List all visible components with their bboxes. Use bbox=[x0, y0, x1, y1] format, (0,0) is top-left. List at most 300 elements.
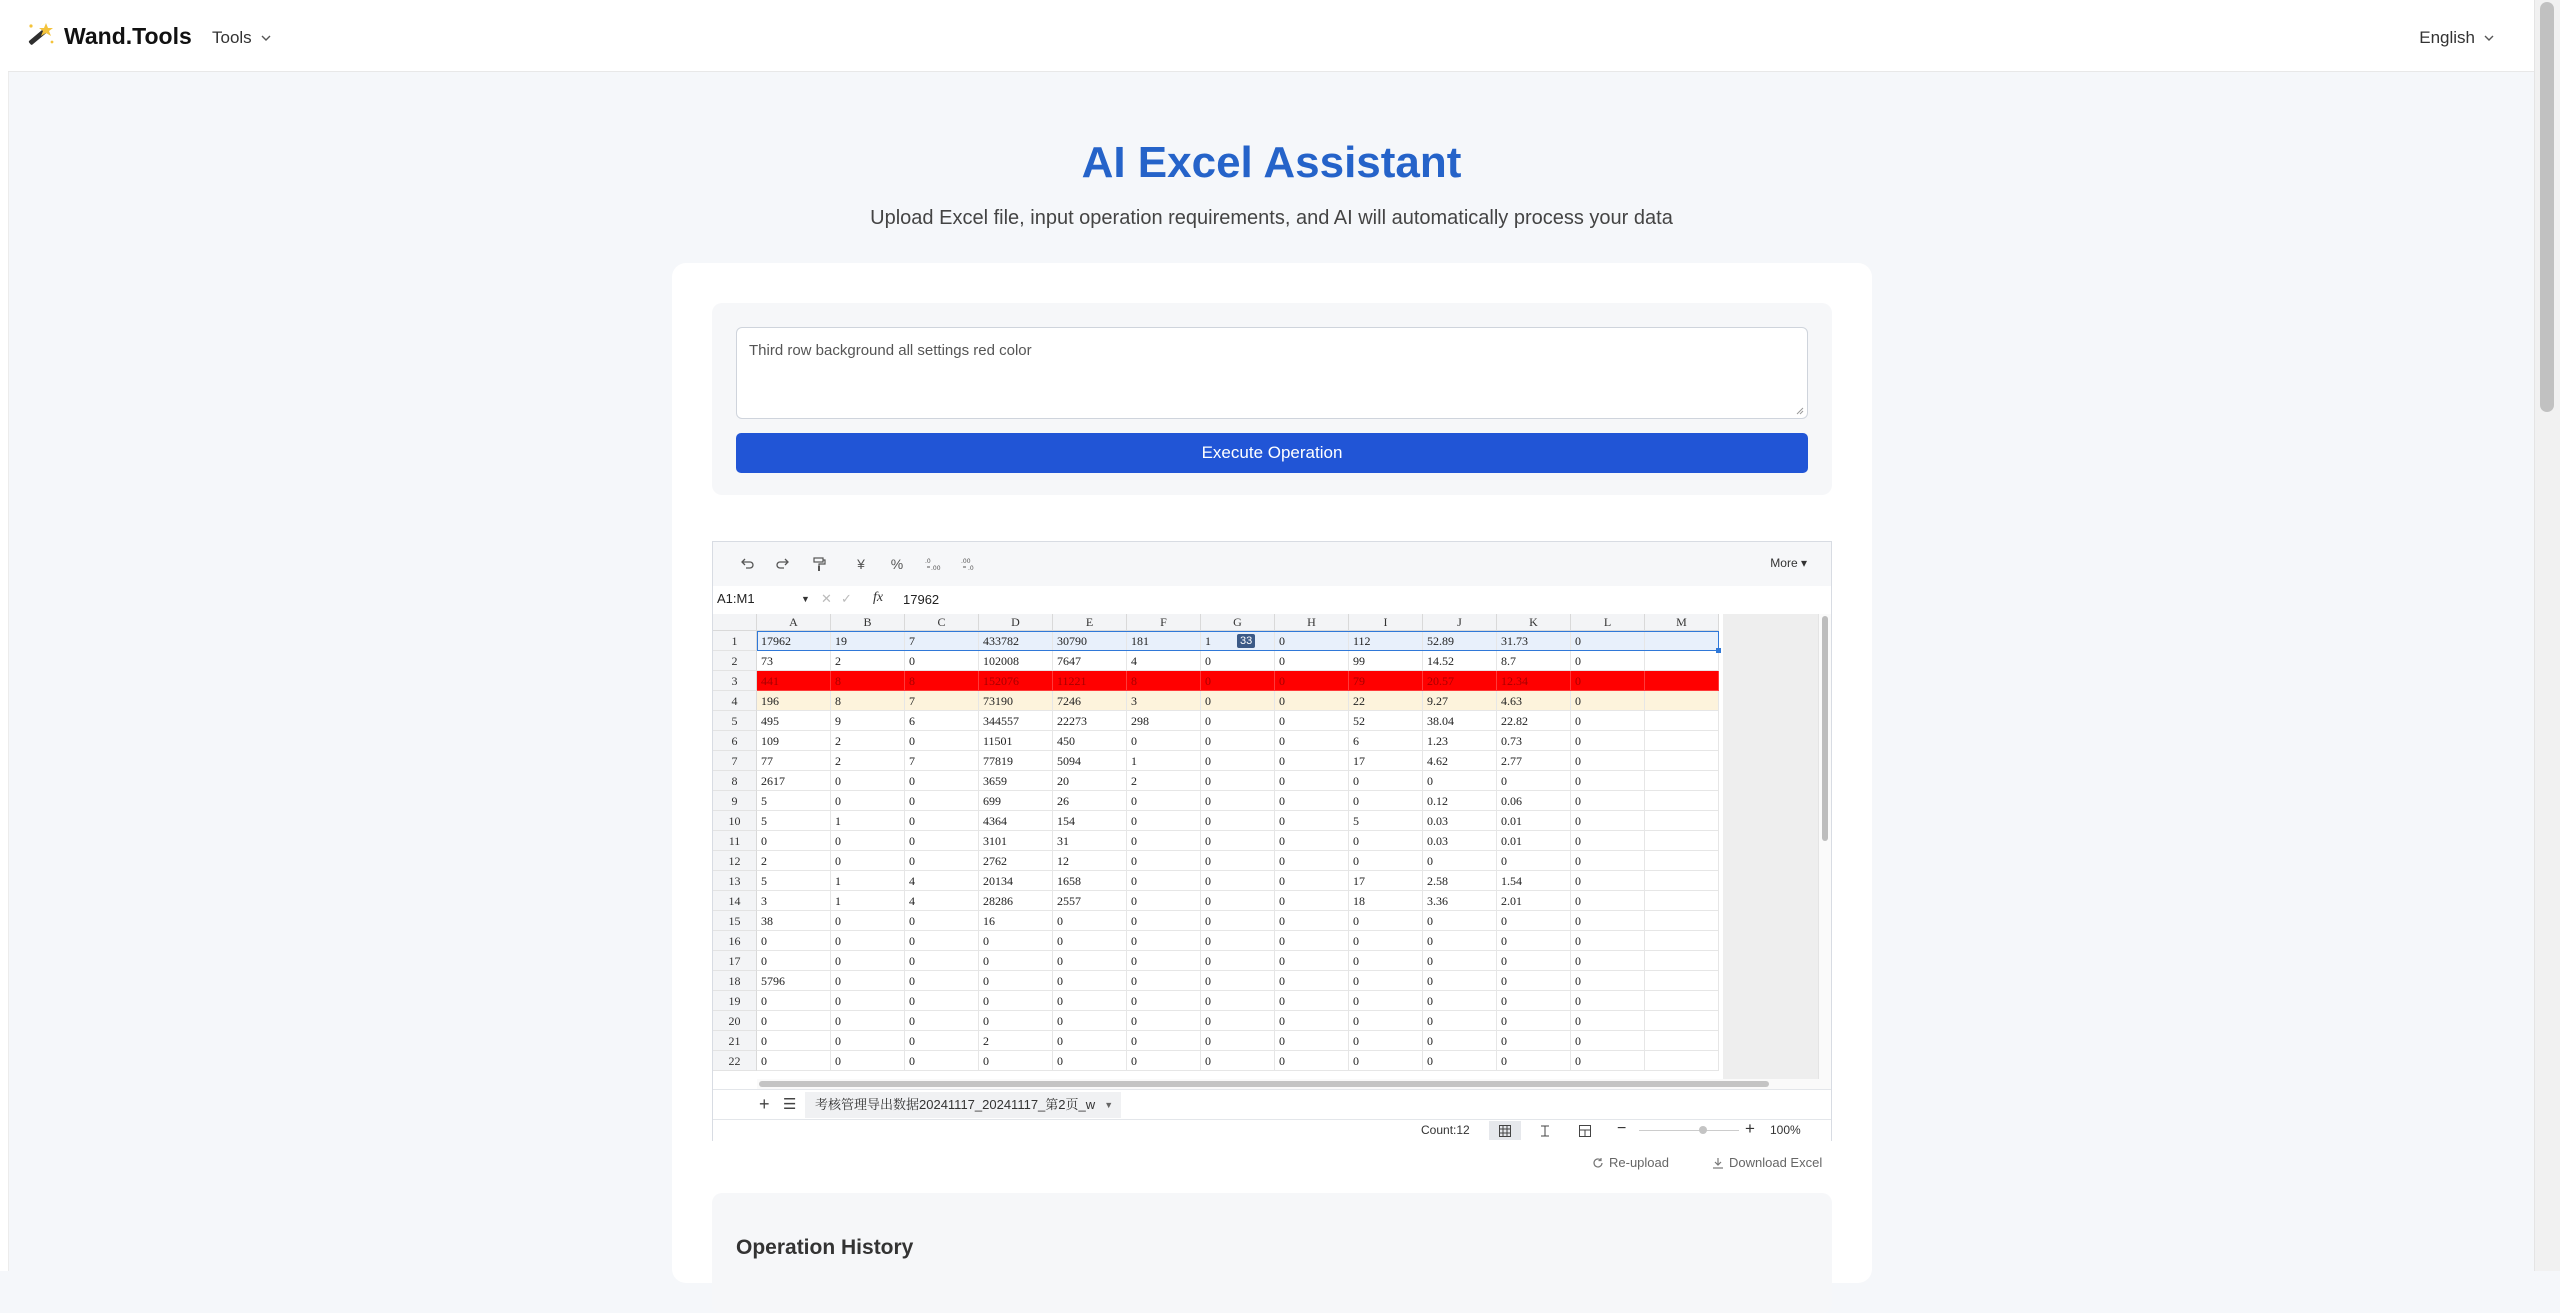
cell[interactable]: 2.01 bbox=[1497, 891, 1571, 911]
cell[interactable]: 3 bbox=[1127, 691, 1201, 711]
cell[interactable]: 0 bbox=[1275, 711, 1349, 731]
column-header[interactable]: A bbox=[757, 614, 831, 631]
cell[interactable]: 0 bbox=[1275, 1011, 1349, 1031]
row-header[interactable]: 19 bbox=[713, 991, 757, 1011]
cell[interactable]: 0.12 bbox=[1423, 791, 1497, 811]
column-header[interactable]: H bbox=[1275, 614, 1349, 631]
cell[interactable]: 0 bbox=[905, 771, 979, 791]
cell[interactable] bbox=[1645, 671, 1719, 691]
row-header[interactable]: 7 bbox=[713, 751, 757, 771]
cell[interactable]: 0 bbox=[1127, 731, 1201, 751]
cell[interactable]: 0 bbox=[831, 831, 905, 851]
cell[interactable]: 8 bbox=[905, 671, 979, 691]
cell[interactable]: 0.01 bbox=[1497, 811, 1571, 831]
cell[interactable]: 7 bbox=[905, 751, 979, 771]
cell[interactable] bbox=[1645, 631, 1719, 651]
column-header[interactable]: F bbox=[1127, 614, 1201, 631]
column-header[interactable]: M bbox=[1645, 614, 1719, 631]
cell[interactable]: 4 bbox=[905, 891, 979, 911]
cell-reference-box[interactable]: A1:M1 bbox=[717, 591, 755, 606]
cell[interactable]: 0 bbox=[1275, 791, 1349, 811]
cell[interactable]: 5796 bbox=[757, 971, 831, 991]
cell[interactable]: 0 bbox=[757, 1051, 831, 1071]
cell[interactable]: 0 bbox=[1275, 771, 1349, 791]
cell[interactable]: 12.34 bbox=[1497, 671, 1571, 691]
sheet-tab[interactable] bbox=[805, 1092, 1121, 1118]
cell[interactable]: 0 bbox=[1275, 991, 1349, 1011]
cell[interactable] bbox=[1645, 791, 1719, 811]
cell[interactable]: 4364 bbox=[979, 811, 1053, 831]
cell[interactable]: 0 bbox=[1423, 951, 1497, 971]
cell[interactable]: 0 bbox=[1571, 1011, 1645, 1031]
cell[interactable]: 0 bbox=[1127, 951, 1201, 971]
cell[interactable] bbox=[1645, 891, 1719, 911]
cell[interactable]: 0 bbox=[979, 991, 1053, 1011]
cell[interactable]: 0 bbox=[1201, 791, 1275, 811]
cell[interactable] bbox=[1645, 1031, 1719, 1051]
cell[interactable]: 19 bbox=[831, 631, 905, 651]
cell[interactable]: 0 bbox=[757, 931, 831, 951]
cell[interactable]: 0 bbox=[831, 931, 905, 951]
row-header[interactable]: 15 bbox=[713, 911, 757, 931]
page-break-view-icon[interactable] bbox=[1529, 1121, 1561, 1140]
cell[interactable]: 0 bbox=[1053, 991, 1127, 1011]
cell[interactable]: 0 bbox=[1201, 651, 1275, 671]
caret-down-icon[interactable]: ▼ bbox=[1104, 1100, 1114, 1110]
cell[interactable]: 38 bbox=[757, 911, 831, 931]
cell[interactable]: 11221 bbox=[1053, 671, 1127, 691]
add-sheet-icon[interactable]: + bbox=[759, 1094, 770, 1114]
cell[interactable]: 0 bbox=[1053, 971, 1127, 991]
cell[interactable]: 0 bbox=[1423, 931, 1497, 951]
cell[interactable]: 0 bbox=[1571, 891, 1645, 911]
cell[interactable]: 7 bbox=[905, 691, 979, 711]
cell[interactable]: 0 bbox=[905, 971, 979, 991]
cell[interactable]: 0 bbox=[1201, 891, 1275, 911]
cell[interactable]: 5 bbox=[757, 791, 831, 811]
cell[interactable]: 0 bbox=[1423, 1031, 1497, 1051]
cell[interactable]: 79 bbox=[1349, 671, 1423, 691]
cell[interactable]: 0 bbox=[1349, 771, 1423, 791]
cell[interactable]: 0 bbox=[1571, 991, 1645, 1011]
cell[interactable]: 0 bbox=[1349, 831, 1423, 851]
cell[interactable]: 0 bbox=[1571, 671, 1645, 691]
cell[interactable]: 0 bbox=[757, 1011, 831, 1031]
cell[interactable]: 1 bbox=[831, 891, 905, 911]
cell[interactable]: 0 bbox=[1275, 811, 1349, 831]
cell[interactable]: 0 bbox=[831, 951, 905, 971]
grid-horizontal-scrollbar[interactable] bbox=[757, 1079, 1831, 1089]
cell[interactable]: 0 bbox=[905, 851, 979, 871]
cell[interactable]: 5 bbox=[757, 811, 831, 831]
cell[interactable]: 0 bbox=[1275, 1051, 1349, 1071]
download-excel-button[interactable] bbox=[1712, 1155, 1822, 1170]
row-header[interactable]: 16 bbox=[713, 931, 757, 951]
cell[interactable]: 0 bbox=[905, 911, 979, 931]
cell[interactable]: 0 bbox=[905, 991, 979, 1011]
cell[interactable]: 0 bbox=[1349, 971, 1423, 991]
cell[interactable]: 0 bbox=[1571, 931, 1645, 951]
cell[interactable]: 0 bbox=[1127, 911, 1201, 931]
cell[interactable]: 7647 bbox=[1053, 651, 1127, 671]
cell[interactable]: 0 bbox=[1127, 891, 1201, 911]
cell[interactable]: 0 bbox=[1497, 1031, 1571, 1051]
cell[interactable]: 22273 bbox=[1053, 711, 1127, 731]
grid-vertical-scrollbar[interactable] bbox=[1818, 614, 1831, 1080]
cell[interactable]: 0.03 bbox=[1423, 831, 1497, 851]
cell[interactable]: 0 bbox=[1053, 911, 1127, 931]
cell[interactable]: 7246 bbox=[1053, 691, 1127, 711]
cell[interactable]: 0 bbox=[1053, 1031, 1127, 1051]
cell[interactable]: 0 bbox=[1349, 991, 1423, 1011]
zoom-slider-track[interactable] bbox=[1639, 1130, 1739, 1131]
row-header[interactable]: 6 bbox=[713, 731, 757, 751]
cell[interactable]: 0 bbox=[905, 731, 979, 751]
cell[interactable]: 0 bbox=[979, 1011, 1053, 1031]
row-header[interactable]: 1 bbox=[713, 631, 757, 651]
cell[interactable]: 0 bbox=[1275, 831, 1349, 851]
column-header[interactable]: J bbox=[1423, 614, 1497, 631]
resize-grip-icon[interactable] bbox=[1796, 407, 1804, 415]
cell[interactable]: 3101 bbox=[979, 831, 1053, 851]
cell[interactable]: 0 bbox=[1423, 851, 1497, 871]
cell[interactable]: 0 bbox=[1201, 831, 1275, 851]
cell[interactable]: 31 bbox=[1053, 831, 1127, 851]
cell[interactable]: 3659 bbox=[979, 771, 1053, 791]
column-header[interactable]: D bbox=[979, 614, 1053, 631]
cell[interactable]: 17962 bbox=[757, 631, 831, 651]
cell[interactable]: 154 bbox=[1053, 811, 1127, 831]
execute-operation-button[interactable]: Execute Operation bbox=[736, 433, 1808, 473]
select-all-corner[interactable] bbox=[713, 614, 757, 631]
cell[interactable]: 0 bbox=[1349, 1011, 1423, 1031]
cell[interactable]: 699 bbox=[979, 791, 1053, 811]
cell[interactable]: 450 bbox=[1053, 731, 1127, 751]
cell[interactable]: 7 bbox=[905, 631, 979, 651]
cell[interactable]: 0 bbox=[1497, 771, 1571, 791]
cell[interactable]: 0 bbox=[757, 831, 831, 851]
cell[interactable]: 0 bbox=[1201, 691, 1275, 711]
cell[interactable]: 0 bbox=[1571, 871, 1645, 891]
cell[interactable]: 109 bbox=[757, 731, 831, 751]
cell[interactable]: 2617 bbox=[757, 771, 831, 791]
cell[interactable]: 0 bbox=[1127, 831, 1201, 851]
cell[interactable]: 0 bbox=[905, 791, 979, 811]
cell[interactable]: 0.06 bbox=[1497, 791, 1571, 811]
cell[interactable]: 6 bbox=[1349, 731, 1423, 751]
increase-decimal-icon[interactable] bbox=[923, 554, 943, 574]
cell[interactable]: 0 bbox=[1127, 851, 1201, 871]
cell[interactable]: 0 bbox=[1127, 1011, 1201, 1031]
cell[interactable]: 12 bbox=[1053, 851, 1127, 871]
cell[interactable]: 0 bbox=[1201, 711, 1275, 731]
cell[interactable]: 0 bbox=[1349, 1051, 1423, 1071]
cell[interactable] bbox=[1645, 831, 1719, 851]
cell[interactable]: 1.54 bbox=[1497, 871, 1571, 891]
cell[interactable]: 0 bbox=[905, 651, 979, 671]
cell[interactable]: 0 bbox=[1275, 851, 1349, 871]
redo-icon[interactable] bbox=[773, 554, 793, 574]
cell[interactable]: 0 bbox=[1053, 1011, 1127, 1031]
cell[interactable]: 0 bbox=[1201, 1051, 1275, 1071]
cell[interactable]: 0 bbox=[757, 1031, 831, 1051]
cell[interactable]: 0 bbox=[1275, 971, 1349, 991]
cell[interactable]: 0 bbox=[1275, 951, 1349, 971]
cell[interactable]: 0 bbox=[1497, 971, 1571, 991]
cell[interactable]: 0 bbox=[1571, 831, 1645, 851]
cell[interactable]: 0 bbox=[1275, 891, 1349, 911]
cell[interactable]: 52 bbox=[1349, 711, 1423, 731]
cell[interactable]: 0 bbox=[1053, 951, 1127, 971]
cell[interactable]: 152076 bbox=[979, 671, 1053, 691]
row-header[interactable]: 13 bbox=[713, 871, 757, 891]
cell[interactable]: 0.73 bbox=[1497, 731, 1571, 751]
page-scrollbar[interactable] bbox=[2534, 0, 2560, 1271]
cell[interactable]: 77819 bbox=[979, 751, 1053, 771]
cell[interactable]: 8.7 bbox=[1497, 651, 1571, 671]
cell[interactable]: 0 bbox=[1423, 1011, 1497, 1031]
cell[interactable]: 99 bbox=[1349, 651, 1423, 671]
cell[interactable]: 0 bbox=[1497, 851, 1571, 871]
cell[interactable]: 0.03 bbox=[1423, 811, 1497, 831]
cell[interactable]: 28286 bbox=[979, 891, 1053, 911]
cell[interactable]: 0 bbox=[831, 971, 905, 991]
row-header[interactable]: 5 bbox=[713, 711, 757, 731]
cell[interactable]: 3.36 bbox=[1423, 891, 1497, 911]
cell[interactable]: 2557 bbox=[1053, 891, 1127, 911]
cell[interactable]: 0 bbox=[1127, 1031, 1201, 1051]
cell[interactable]: 0 bbox=[1201, 1011, 1275, 1031]
cell[interactable]: 1 bbox=[1201, 631, 1275, 651]
cell[interactable]: 77 bbox=[757, 751, 831, 771]
cell[interactable]: 8 bbox=[831, 691, 905, 711]
cell[interactable]: 0 bbox=[905, 951, 979, 971]
cell[interactable]: 0 bbox=[1571, 851, 1645, 871]
cell[interactable]: 298 bbox=[1127, 711, 1201, 731]
row-header[interactable]: 8 bbox=[713, 771, 757, 791]
cell[interactable]: 20.57 bbox=[1423, 671, 1497, 691]
row-header[interactable]: 10 bbox=[713, 811, 757, 831]
row-header[interactable]: 14 bbox=[713, 891, 757, 911]
cell[interactable]: 73190 bbox=[979, 691, 1053, 711]
cell[interactable] bbox=[1645, 1051, 1719, 1071]
row-header[interactable]: 9 bbox=[713, 791, 757, 811]
cell[interactable] bbox=[1645, 1011, 1719, 1031]
cell[interactable]: 0 bbox=[1275, 931, 1349, 951]
cell[interactable]: 0 bbox=[905, 811, 979, 831]
cell[interactable]: 1 bbox=[831, 871, 905, 891]
toolbar-more-menu[interactable] bbox=[1770, 556, 1807, 570]
format-painter-icon[interactable] bbox=[809, 554, 829, 574]
cell[interactable]: 0 bbox=[1275, 911, 1349, 931]
cell[interactable]: 0 bbox=[1423, 1051, 1497, 1071]
cell[interactable]: 5 bbox=[1349, 811, 1423, 831]
cell[interactable]: 52.89 bbox=[1423, 631, 1497, 651]
undo-icon[interactable] bbox=[737, 554, 757, 574]
cell[interactable]: 0 bbox=[831, 991, 905, 1011]
language-selector[interactable] bbox=[2419, 28, 2495, 48]
cell[interactable]: 0 bbox=[1275, 651, 1349, 671]
cell[interactable]: 0 bbox=[1497, 951, 1571, 971]
cell[interactable] bbox=[1645, 651, 1719, 671]
cell[interactable]: 0 bbox=[1571, 951, 1645, 971]
cell[interactable]: 4.62 bbox=[1423, 751, 1497, 771]
cell[interactable]: 0 bbox=[1423, 911, 1497, 931]
cell[interactable]: 0 bbox=[1423, 991, 1497, 1011]
cell[interactable]: 26 bbox=[1053, 791, 1127, 811]
cell[interactable]: 0 bbox=[1349, 791, 1423, 811]
cell[interactable] bbox=[1645, 971, 1719, 991]
cell[interactable]: 2762 bbox=[979, 851, 1053, 871]
cell[interactable]: 0 bbox=[1127, 871, 1201, 891]
cell[interactable]: 2.77 bbox=[1497, 751, 1571, 771]
cell[interactable]: 0 bbox=[979, 951, 1053, 971]
cell[interactable]: 0 bbox=[1201, 991, 1275, 1011]
cell[interactable]: 0 bbox=[1127, 991, 1201, 1011]
cell[interactable]: 0 bbox=[905, 931, 979, 951]
cell[interactable]: 0 bbox=[1201, 911, 1275, 931]
cell[interactable]: 17 bbox=[1349, 871, 1423, 891]
cell[interactable] bbox=[1645, 811, 1719, 831]
cell[interactable]: 73 bbox=[757, 651, 831, 671]
cell[interactable]: 0 bbox=[1571, 911, 1645, 931]
cell[interactable]: 0 bbox=[1275, 691, 1349, 711]
row-header[interactable]: 21 bbox=[713, 1031, 757, 1051]
cell[interactable]: 0 bbox=[905, 1011, 979, 1031]
cell[interactable]: 4 bbox=[1127, 651, 1201, 671]
cell[interactable] bbox=[1645, 851, 1719, 871]
cell[interactable]: 441 bbox=[757, 671, 831, 691]
grid-vertical-scroll-thumb[interactable] bbox=[1822, 616, 1828, 841]
cell[interactable] bbox=[1645, 871, 1719, 891]
cell[interactable]: 0 bbox=[1201, 871, 1275, 891]
cell[interactable] bbox=[1645, 991, 1719, 1011]
cell[interactable]: 2 bbox=[831, 731, 905, 751]
column-header[interactable]: B bbox=[831, 614, 905, 631]
cell[interactable]: 0 bbox=[1571, 691, 1645, 711]
cell[interactable]: 0 bbox=[1571, 971, 1645, 991]
cell[interactable]: 1 bbox=[831, 811, 905, 831]
cell[interactable]: 0 bbox=[1497, 931, 1571, 951]
cell[interactable]: 17 bbox=[1349, 751, 1423, 771]
cell[interactable]: 0 bbox=[831, 771, 905, 791]
cell[interactable]: 0 bbox=[1275, 731, 1349, 751]
row-header[interactable]: 20 bbox=[713, 1011, 757, 1031]
cell[interactable]: 0 bbox=[979, 971, 1053, 991]
cell[interactable]: 0 bbox=[1423, 771, 1497, 791]
cell[interactable]: 433782 bbox=[979, 631, 1053, 651]
cell[interactable]: 0 bbox=[1497, 1051, 1571, 1071]
sheet-list-icon[interactable]: ☰ bbox=[783, 1096, 797, 1113]
cell[interactable]: 0 bbox=[1201, 811, 1275, 831]
cell[interactable]: 0 bbox=[979, 931, 1053, 951]
cell[interactable]: 0 bbox=[1571, 711, 1645, 731]
cell[interactable]: 0 bbox=[1571, 791, 1645, 811]
cell[interactable]: 0 bbox=[1275, 631, 1349, 651]
cell[interactable]: 0 bbox=[1275, 1031, 1349, 1051]
cell[interactable]: 22.82 bbox=[1497, 711, 1571, 731]
cell[interactable]: 0 bbox=[905, 831, 979, 851]
row-header[interactable]: 18 bbox=[713, 971, 757, 991]
cell[interactable]: 0 bbox=[831, 911, 905, 931]
cell[interactable]: 0 bbox=[1201, 751, 1275, 771]
cell[interactable]: 0 bbox=[1571, 811, 1645, 831]
row-header[interactable]: 12 bbox=[713, 851, 757, 871]
cell[interactable]: 4.63 bbox=[1497, 691, 1571, 711]
zoom-in-icon[interactable]: + bbox=[1745, 1119, 1755, 1138]
cell[interactable]: 0 bbox=[1349, 931, 1423, 951]
confirm-edit-icon[interactable]: ✓ bbox=[841, 591, 852, 606]
cell[interactable]: 0 bbox=[905, 1051, 979, 1071]
cell[interactable]: 0 bbox=[1571, 1051, 1645, 1071]
cell[interactable]: 0 bbox=[1201, 971, 1275, 991]
cell[interactable]: 0 bbox=[1201, 851, 1275, 871]
operation-prompt-input[interactable] bbox=[736, 327, 1808, 419]
cell[interactable]: 0 bbox=[1127, 971, 1201, 991]
cell[interactable]: 3 bbox=[757, 891, 831, 911]
formula-input[interactable]: 17962 bbox=[903, 592, 940, 607]
cell[interactable]: 2 bbox=[757, 851, 831, 871]
cell[interactable]: 0 bbox=[1349, 911, 1423, 931]
cell[interactable]: 0 bbox=[1423, 971, 1497, 991]
sheet-grid[interactable] bbox=[713, 614, 1831, 1080]
cell[interactable]: 0 bbox=[1201, 731, 1275, 751]
cell[interactable]: 0 bbox=[1127, 1051, 1201, 1071]
cell[interactable]: 0 bbox=[1571, 1031, 1645, 1051]
cell[interactable]: 0 bbox=[831, 1011, 905, 1031]
cell[interactable]: 0 bbox=[1497, 1011, 1571, 1031]
row-header[interactable]: 3 bbox=[713, 671, 757, 691]
cell[interactable]: 0 bbox=[1127, 931, 1201, 951]
cell[interactable]: 0 bbox=[831, 851, 905, 871]
cell[interactable]: 14.52 bbox=[1423, 651, 1497, 671]
cell[interactable]: 30790 bbox=[1053, 631, 1127, 651]
cell[interactable]: 0.01 bbox=[1497, 831, 1571, 851]
cell[interactable]: 2 bbox=[831, 751, 905, 771]
row-header[interactable]: 11 bbox=[713, 831, 757, 851]
cell[interactable]: 0 bbox=[1571, 731, 1645, 751]
cell[interactable]: 8 bbox=[831, 671, 905, 691]
function-icon[interactable]: fx bbox=[873, 590, 884, 605]
cell[interactable]: 0 bbox=[1201, 771, 1275, 791]
cell[interactable]: 0 bbox=[1201, 671, 1275, 691]
cell[interactable]: 0 bbox=[831, 1051, 905, 1071]
row-header[interactable]: 2 bbox=[713, 651, 757, 671]
column-header[interactable]: G bbox=[1201, 614, 1275, 631]
cell[interactable]: 0 bbox=[1275, 751, 1349, 771]
caret-down-icon[interactable]: ▼ bbox=[801, 594, 810, 604]
cell[interactable]: 0 bbox=[1571, 771, 1645, 791]
currency-icon[interactable]: ¥ bbox=[857, 556, 865, 572]
cell[interactable]: 0 bbox=[1571, 631, 1645, 651]
zoom-out-icon[interactable]: − bbox=[1617, 1120, 1627, 1137]
cell[interactable]: 5 bbox=[757, 871, 831, 891]
cell[interactable]: 4 bbox=[905, 871, 979, 891]
cell[interactable]: 9 bbox=[831, 711, 905, 731]
cell[interactable]: 0 bbox=[1127, 791, 1201, 811]
cell[interactable] bbox=[1645, 911, 1719, 931]
cell[interactable]: 0 bbox=[1201, 951, 1275, 971]
page-layout-view-icon[interactable] bbox=[1569, 1121, 1601, 1140]
cell[interactable]: 0 bbox=[979, 1051, 1053, 1071]
cell[interactable]: 0 bbox=[1349, 851, 1423, 871]
cell[interactable]: 20 bbox=[1053, 771, 1127, 791]
grid-horizontal-scroll-thumb[interactable] bbox=[759, 1081, 1769, 1087]
zoom-slider-handle[interactable] bbox=[1699, 1126, 1707, 1134]
cancel-edit-icon[interactable]: ✕ bbox=[821, 591, 832, 606]
cell[interactable] bbox=[1645, 731, 1719, 751]
cell[interactable]: 0 bbox=[1275, 671, 1349, 691]
